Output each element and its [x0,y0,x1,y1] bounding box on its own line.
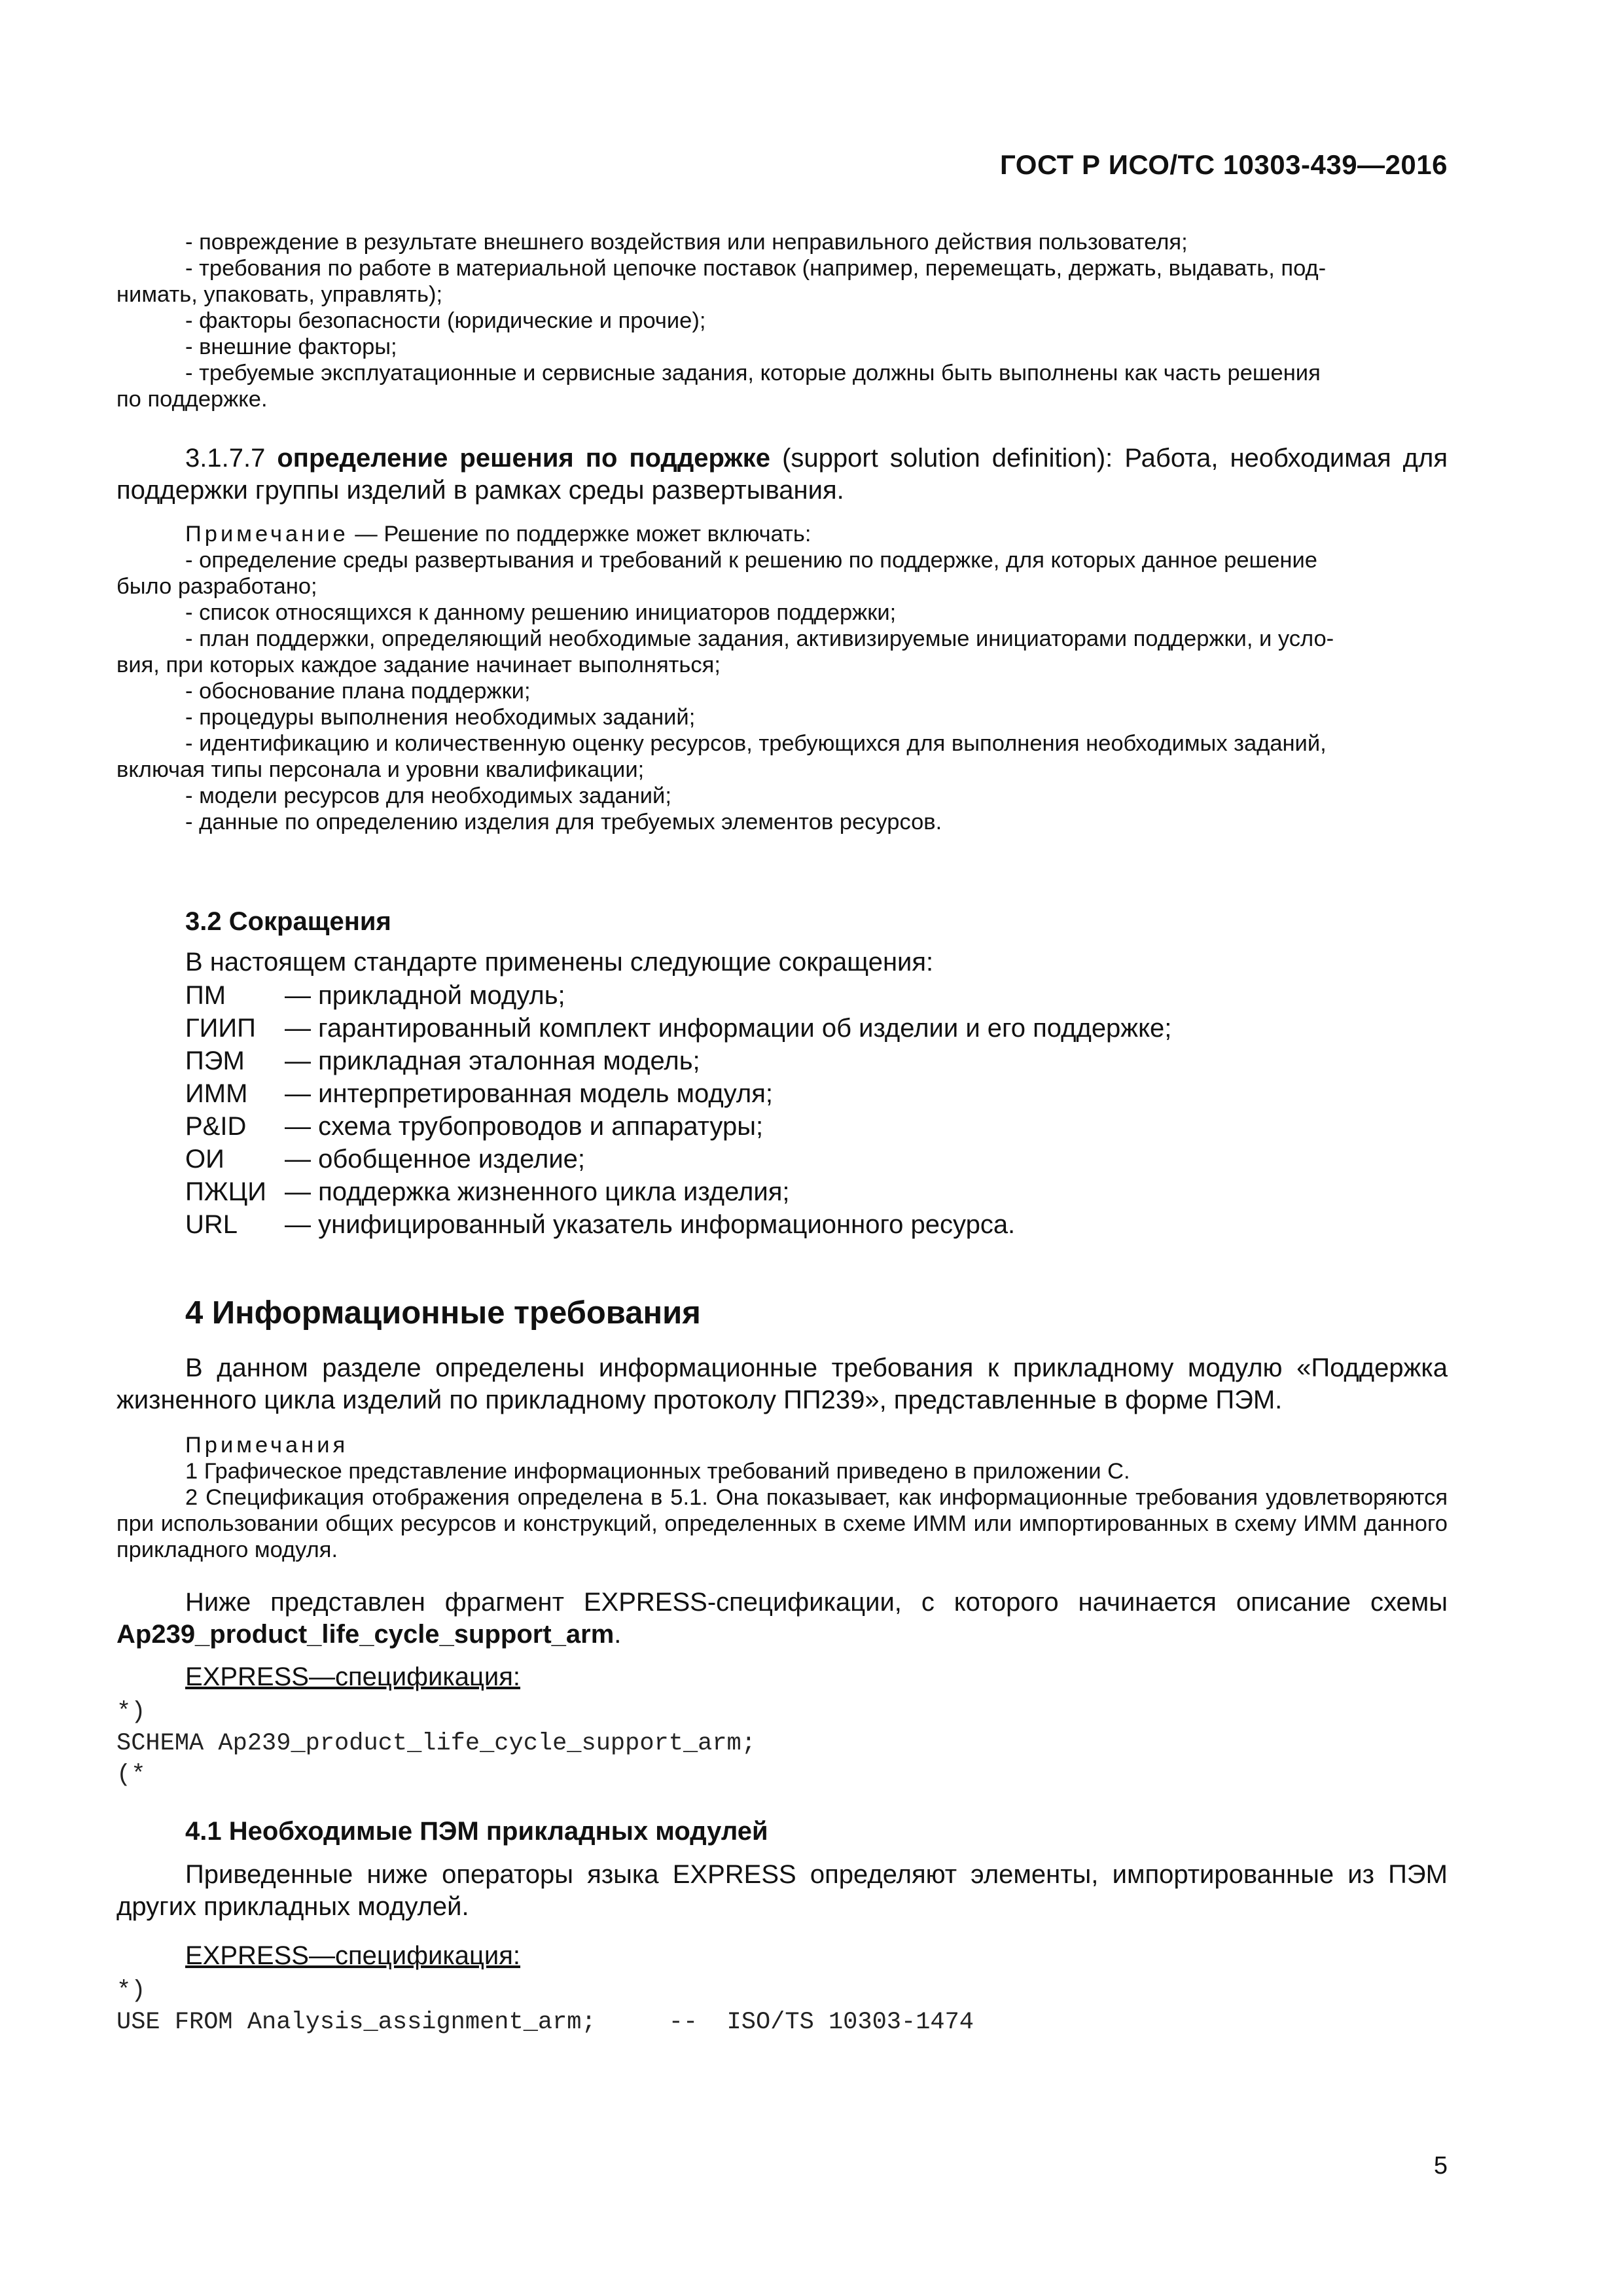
abbreviation-row [185,1077,1171,1110]
term-note [116,521,1448,835]
section-4-paragraph [116,1352,1448,1416]
list-item: - обоснование плана поддержки; [185,679,531,704]
abbreviation-meaning: — унифицированный указатель информационного ресурса. [285,1210,1016,1239]
list-item-cont: было разработано; [116,574,317,599]
list-item-cont: включая типы персонала и уровни квалификации; [116,757,645,782]
list-item: - данные по определению изделия для требуемых элементов ресурсов. [185,810,942,834]
section-4-notes [116,1432,1448,1563]
abbreviation-row [185,1045,1171,1077]
list-item-cont: по поддержке. [116,387,268,412]
abbreviation-meaning: — интерпретированная модель модуля; [285,1079,773,1108]
abbreviation-code: ПМ [185,981,226,1010]
list-item: - повреждение в результате внешнего воздействия или неправильного действия пользователя; [185,230,1188,255]
abbreviation-meaning: — схема трубопроводов и аппаратуры; [285,1112,764,1141]
abbreviation-meaning: — прикладная эталонная модель; [285,1047,700,1075]
code-block: *) SCHEMA Ap239_product_life_cycle_support_arm; (* [116,1698,756,1789]
abbreviation-code: ПЭМ [185,1047,245,1075]
list-item: - внешние факторы; [185,334,397,359]
section-heading-3-2: 3.2 Сокращения [185,907,391,936]
abbreviations-list [185,979,1171,1241]
list-item: - требования по работе в материальной цепочке поставок (например, перемещать, держать, выдавать, под- [185,256,1327,281]
standard-id: ГОСТ Р ИСО/ТС 10303-439—2016 [1000,149,1448,180]
note-intro: — Решение по поддержке может включать: [355,522,812,547]
abbreviation-row [185,1175,1171,1208]
term-text: Работа, необходимая для поддержки группы изделий в рамках среды развертывания. [116,444,1448,505]
abbreviations-intro: В настоящем стандарте применены следующие сокращения: [185,948,934,977]
note-1: 1 Графическое представление информационных требований приведено в приложении С. [185,1459,1130,1484]
abbreviation-row [185,1110,1171,1143]
abbreviation-meaning: — поддержка жизненного цикла изделия; [285,1177,790,1206]
term-definition [116,442,1448,507]
list-item: - требуемые эксплуатационные и сервисные задания, которые должны быть выполнены как часть решения [185,361,1321,386]
abbreviation-meaning: — гарантированный комплект информации об изделии и его поддержке; [285,1014,1172,1043]
schema-name: Ap239_product_life_cycle_support_arm [116,1620,615,1649]
abbreviation-code: ПЖЦИ [185,1177,267,1206]
list-item-cont: нимать, упаковать, управлять); [116,282,443,307]
list-item: - модели ресурсов для необходимых заданий; [185,783,671,808]
express-intro-text: Ниже представлен фрагмент EXPRESS-спецификации, с которого начинается описание схемы [185,1588,1448,1617]
note-2: 2 Спецификация отображения определена в 5.1. Она показывает, как информационные требования удовлетворяются при использовании общих ресурсов и конструкций, определенных в схеме ИММ или импортированных в схему ИММ данного прикладного модуля. [116,1485,1448,1562]
term-english: (support solution definition): [782,444,1113,473]
abbreviation-code: URL [185,1210,238,1239]
abbreviation-row [185,1012,1171,1045]
abbreviation-row [185,979,1171,1012]
paragraph-text: Приведенные ниже операторы языка EXPRESS определяют элементы, импортированные из ПЭМ других прикладных модулей. [116,1860,1448,1921]
abbreviation-code: ИММ [185,1079,248,1108]
code-block: *) USE FROM Analysis_assignment_arm; -- ISO/TS 10303-1474 [116,1977,974,2036]
paragraph-text: В данном разделе определены информационные требования к прикладному модулю «Поддержка жизненного цикла изделий по прикладному протоколу ПП239», представленные в форме ПЭМ. [116,1354,1448,1414]
term-number: 3.1.7.7 [185,444,266,473]
abbreviation-meaning: — прикладной модуль; [285,981,565,1010]
express-label: EXPRESS—спецификация: [185,1941,521,1970]
list-item: - факторы безопасности (юридические и прочие); [185,308,706,333]
abbreviation-row [185,1208,1171,1241]
express-intro-paragraph: Ниже представлен фрагмент EXPRESS-спецификации, с которого начинается описание схемы Ap239_product_life_cycle_support_arm. [116,1588,1448,1649]
top-list [116,229,1448,412]
notes-label: Примечания [185,1433,349,1458]
abbreviation-code: ОИ [185,1145,224,1174]
list-item: - определение среды развертывания и требований к решению по поддержке, для которых данное решение [185,548,1317,573]
express-label: EXPRESS—спецификация: [185,1662,521,1691]
list-item: - список относящихся к данному решению инициаторов поддержки; [185,600,897,625]
section-heading-4-1: 4.1 Необходимые ПЭМ прикладных модулей [185,1817,768,1846]
list-item: - план поддержки, определяющий необходимые задания, активизируемые инициаторами поддержки, и усло- [185,626,1334,651]
abbreviation-meaning: — обобщенное изделие; [285,1145,586,1174]
list-item-cont: вия, при которых каждое задание начинает выполняться; [116,653,721,677]
note-label: Примечание [185,522,349,547]
section-heading-4: 4 Информационные требования [185,1295,701,1331]
section-4-1-paragraph [116,1859,1448,1923]
abbreviation-code: ГИИП [185,1014,256,1043]
list-item: - идентификацию и количественную оценку ресурсов, требующихся для выполнения необходимых заданий, [185,731,1327,756]
abbreviation-row [185,1143,1171,1175]
list-item: - процедуры выполнения необходимых заданий; [185,705,696,730]
term-name: определение решения по поддержке [277,444,771,473]
page-number: 5 [1433,2152,1448,2179]
abbreviation-code: P&ID [185,1112,247,1141]
